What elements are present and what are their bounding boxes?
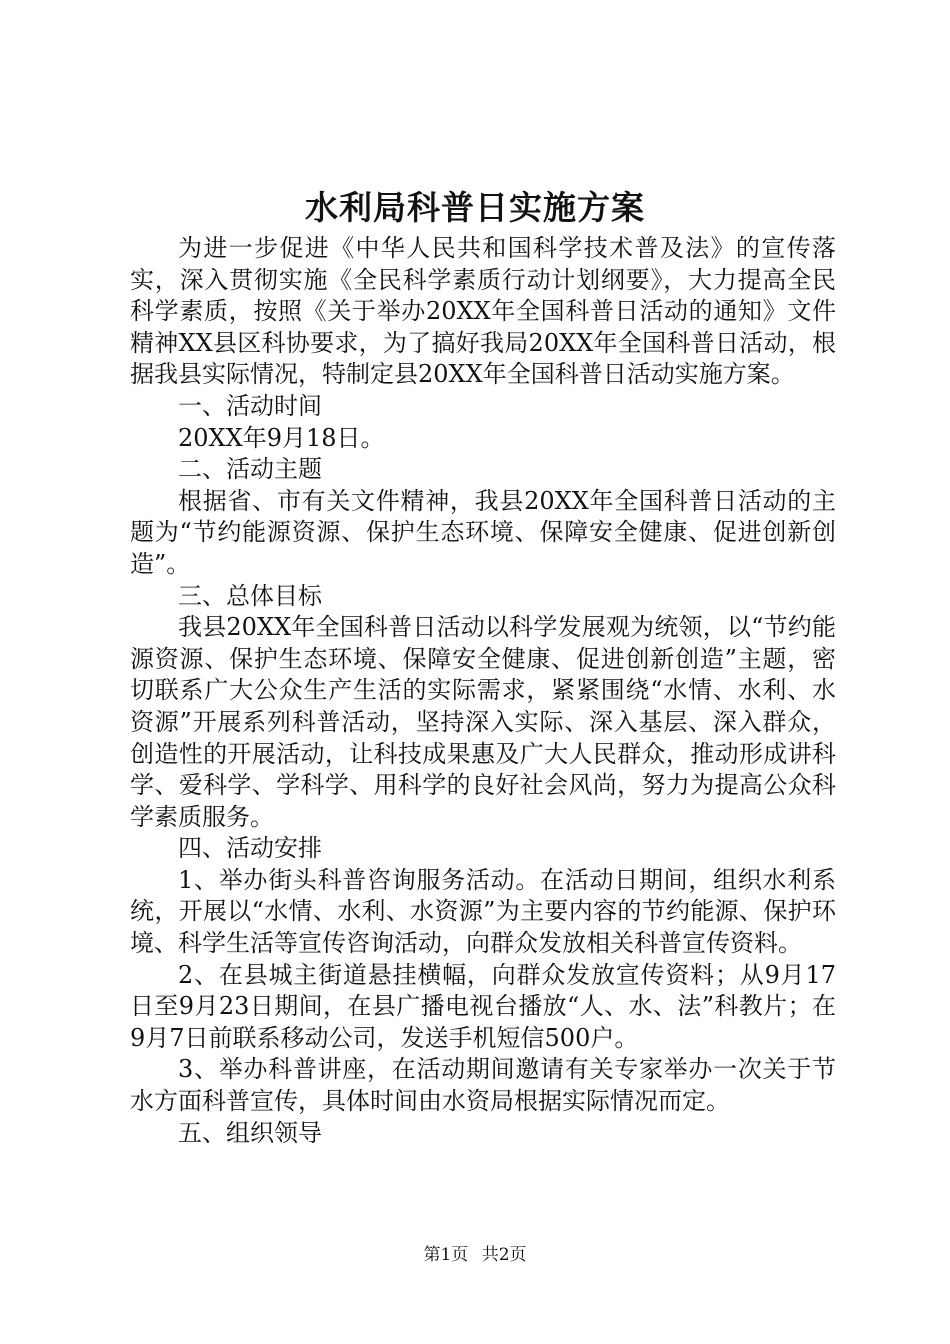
section-heading-goals: 三、总体目标	[178, 581, 322, 610]
intro-paragraph: 为进一步促进《中华人民共和国科学技术普及法》的宣传落实，深入贯彻实施《全民科学素质行动计划纲要》，大力提高全民科学素质，按照《关于举办20XX年全国科普日活动的通知》文件精神XX县区科协要求，为了搞好我局20XX年全国科普日活动，根据我县实际情况，特制定县20XX年全国科普日活动实施方案。	[130, 234, 836, 389]
arrangement-item-3: 3、举办科普讲座，在活动期间邀请有关专家举办一次关于节水方面科普宣传，具体时间由水资局根据实际情况而定。	[130, 1055, 836, 1116]
goals-paragraph: 我县20XX年全国科普日活动以科学发展观为统领，以“节约能源资源、保护生态环境、保障安全健康、促进创新创造”主题，密切联系广大公众生产生活的实际需求，紧紧围绕“水情、水利、水资源”开展系列科普活动，坚持深入实际、深入基层、深入群众，创造性的开展活动，让科技成果惠及广大人民群众，推动形成讲科学、爱科学、学科学、用科学的良好社会风尚，努力为提高公众科学素质服务。	[130, 613, 836, 831]
page-total: 共2页	[481, 1245, 527, 1265]
activity-date: 20XX年9月18日。	[178, 423, 385, 452]
section-heading-time: 一、活动时间	[178, 391, 322, 420]
arrangement-item-2: 2、在县城主街道悬挂横幅，向群众发放宣传资料；从9月17日至9月23日期间，在县广播电视台播放“人、水、法”科教片；在9月7日前联系移动公司，发送手机短信500户。	[130, 960, 836, 1052]
page-footer	[0, 1244, 950, 1266]
section-heading-leadership: 五、组织领导	[178, 1118, 322, 1147]
theme-paragraph: 根据省、市有关文件精神，我县20XX年全国科普日活动的主题为“节约能源资源、保护生态环境、保障安全健康、促进创新创造”。	[130, 486, 836, 578]
page-number: 第1页	[423, 1245, 469, 1265]
section-heading-arrangement: 四、活动安排	[178, 834, 322, 863]
document-title: 水利局科普日实施方案	[305, 188, 645, 227]
document-body	[130, 233, 836, 1149]
section-heading-theme: 二、活动主题	[178, 455, 322, 484]
arrangement-item-1: 1、举办街头科普咨询服务活动。在活动日期间，组织水利系统，开展以“水情、水利、水资源”为主要内容的节约能源、保护环境、科学生活等宣传咨询活动，向群众发放相关科普宣传资料。	[130, 865, 836, 958]
